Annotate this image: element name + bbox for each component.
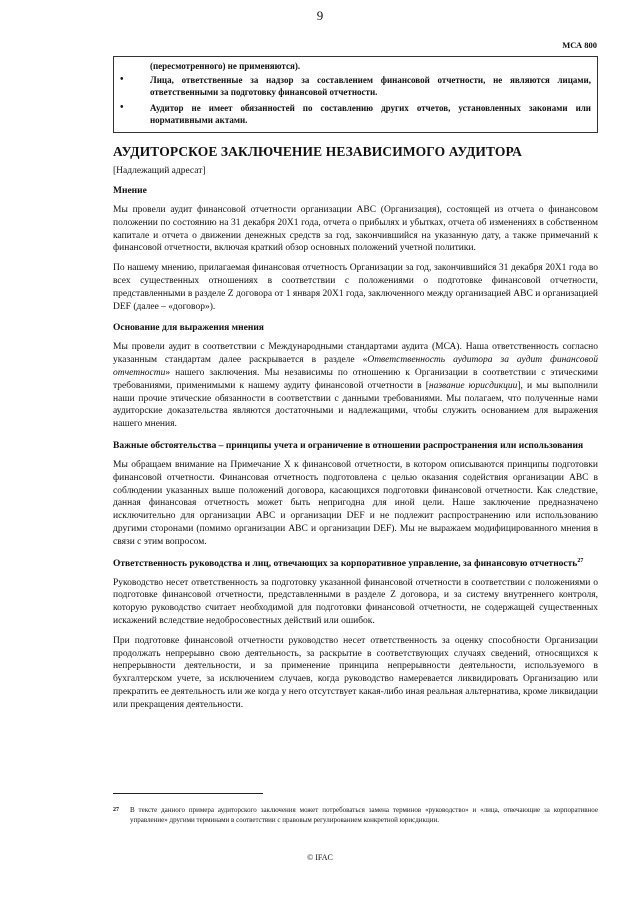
boxed-list-item — [120, 74, 591, 98]
heading-responsibility-text: Ответственность руководства и лиц, отвечающих за корпоративное управление, за финансовую отчетность — [113, 558, 578, 569]
footnote — [113, 805, 598, 825]
opinion-paragraph-1: Мы провели аудит финансовой отчетности организации ABC (Организация), состоящей из отчета о финансовом положении по состоянию на 31 декабря 20X1 года, отчета о прибылях и убытках, отчета об изменениях в собственном капитале и отчета о движении денежных средств за год, закончившийся на указанную дату, а также примечаний к финансовой отчетности, включая краткий обзор основных положений учетной политики. — [113, 205, 598, 254]
basis-text-b: » нашего заключения. Мы независимы по отношению к Организации в соответствии с этическими требованиями, применимыми к нашему аудиту финансовой отчетности в [ — [113, 367, 598, 391]
basis-text-c: ], и мы выполнили наши прочие этические обязанности в соответствии с данными требованиями. Мы полагаем, что полученные нами аудиторские доказательства являются достаточными и надлежащими, чтобы служить основанием для выражения нашего мнения. — [113, 380, 599, 430]
basis-paragraph — [113, 341, 598, 431]
document-code: МСА 800 — [562, 40, 597, 50]
basis-text-italic-2: название юрисдикции — [428, 380, 518, 391]
basis-text-a: Мы провели аудит в соответствии с Международными стандартами аудита (МСА). Наша ответственность согласно указанным стандартам далее раскрывается в разделе « — [113, 342, 598, 366]
heading-responsibility — [113, 558, 598, 570]
heading-opinion: Мнение — [113, 186, 147, 196]
footnote-reference[interactable]: 27 — [577, 557, 584, 564]
boxed-item-text: Аудитор не имеет обязанностей по составлению других отчетов, установленных законами или нормативными актами. — [150, 103, 591, 125]
responsibility-paragraph-1: Руководство несет ответственность за подготовку указанной финансовой отчетности в соответствии с положениями о подготовке финансовой отчетности, представленными в разделе Z договора, и за систему внутреннего контроля, которую руководство считает необходимой для подготовки финансовой отчетности, не содержащей существенных искажений вследствие недобросовестных действий или ошибок. — [113, 577, 598, 626]
footnote-text: В тексте данного примера аудиторского заключения может потребоваться замена терминов «руководство» и «лица, отвечающие за корпоративное управление» другими терминами в соответствии с правовым регулированием конкретной юрисдикции. — [130, 806, 598, 824]
heading-basis: Основание для выражения мнения — [113, 323, 264, 334]
page-content — [113, 56, 598, 712]
responsibility-paragraph-2: При подготовке финансовой отчетности руководство несет ответственность за оценку способности Организации продолжать непрерывно свою деятельность, за раскрытие в соответствующих случаях сведений, относящихся к непрерывности деятельности, и за применение принципа непрерывности деятельности, используемого в бухгалтерском учете, за исключением случаев, когда руководство намеревается ликвидировать Организацию или прекратить ее деятельность или же когда у него отсутствует какая-либо иная реальная альтернатива, кроме ликвидации или прекращения деятельности. — [113, 635, 598, 710]
boxed-conditions — [113, 56, 598, 133]
page-number: 9 — [316, 8, 324, 23]
boxed-list-item — [120, 102, 591, 126]
opinion-paragraph-2: По нашему мнению, прилагаемая финансовая отчетность Организации за год, закончившийся 31 декабря 20X1 года во всех существенных отношениях в соответствии с положениями о подготовке финансовой отчетности, представленными в разделе Z договора от 1 января 20X1 года, заключенного между организацией ABC и организацией DEF (далее – «договор»). — [113, 263, 598, 312]
footnote-divider — [113, 793, 263, 794]
bullet-icon: • — [120, 102, 124, 113]
bullet-icon: • — [120, 74, 124, 85]
addressee: [Надлежащий адресат] — [113, 166, 206, 176]
heading-emphasis: Важные обстоятельства – принципы учета и ограничение в отношении распространения или использования — [113, 440, 584, 451]
emphasis-paragraph: Мы обращаем внимание на Примечание X к финансовой отчетности, в котором описываются принципы подготовки финансовой отчетности. Финансовая отчетность подготовлена с целью оказания содействия организации ABC в соблюдении указанных выше положений договора, касающихся подготовки финансовой отчетности. Как следствие, данная финансовая отчетность может быть непригодна для иной цели. Наше заключение предназначено исключительно для организации ABC и организации DEF и не подлежит распространению или использованию другими сторонами (помимо организации ABC и организации DEF). Мы не выражаем модифицированного мнения в связи с этим вопросом. — [113, 459, 598, 547]
boxed-continuation-line: (пересмотренного) не применяются). — [150, 61, 301, 71]
report-title: АУДИТОРСКОЕ ЗАКЛЮЧЕНИЕ НЕЗАВИСИМОГО АУДИТОРА — [113, 144, 522, 159]
footnote-number: 27 — [113, 807, 119, 813]
copyright: © IFAC — [307, 853, 333, 862]
basis-text-italic-1: Ответственность аудитора за аудит финансовой отчетности — [113, 355, 598, 378]
boxed-item-text: Лица, ответственные за надзор за составлением финансовой отчетности, не являются лицами, ответственными за подготовку финансовой отчетности. — [150, 75, 591, 97]
